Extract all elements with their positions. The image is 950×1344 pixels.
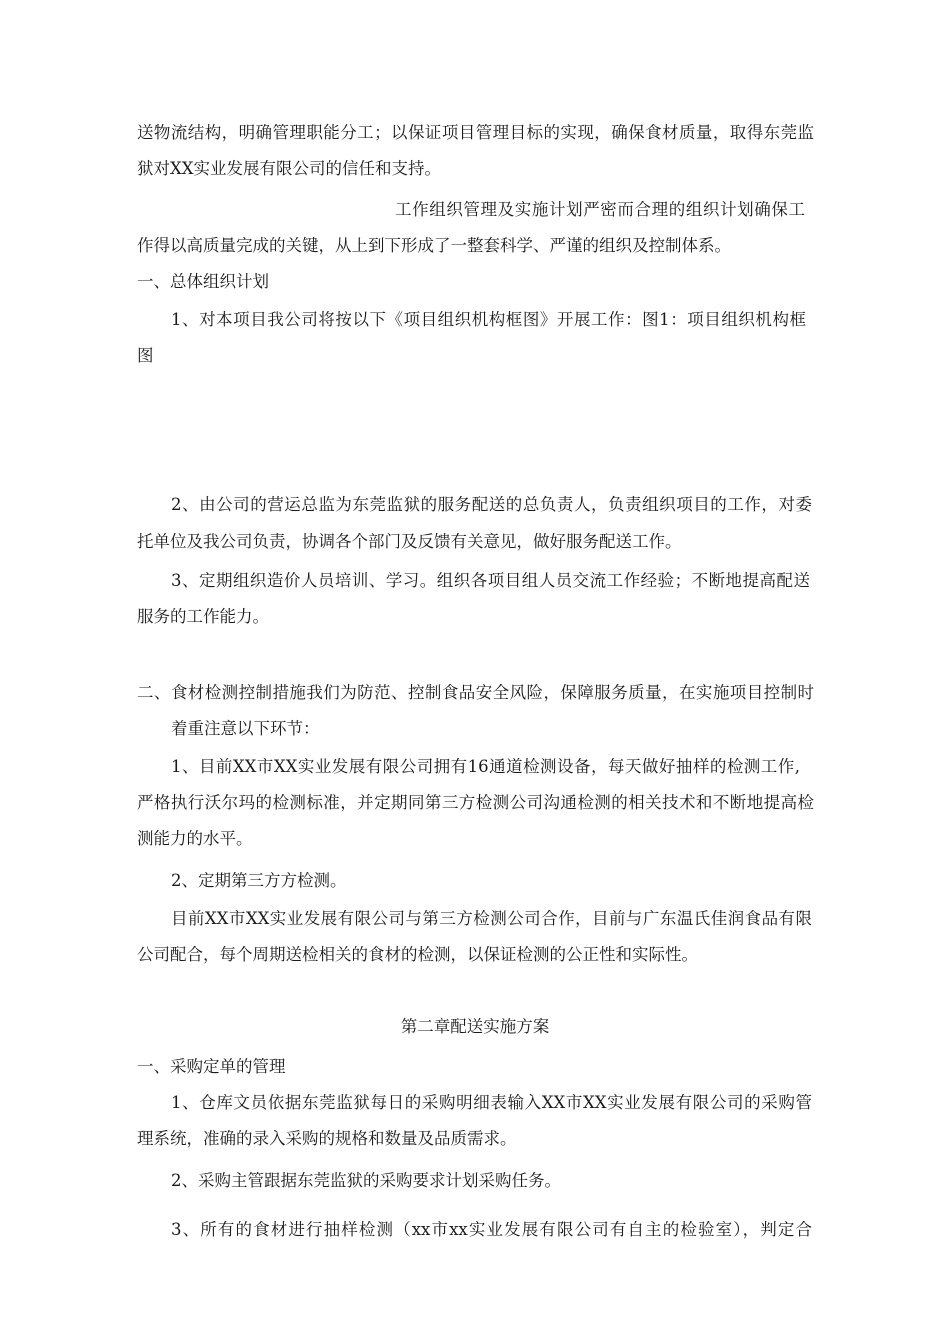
text-line: 3、定期组织造价人员培训、学习。组织各项目组人员交流工作经验；不断地提高配送	[171, 571, 810, 590]
text-line: 狱对XX实业发展有限公司的信任和支持。	[137, 159, 441, 178]
section-heading: 一、采购定单的管理	[137, 1057, 286, 1076]
text-line: 公司配合，每个周期送检相关的食材的检测，以保证检测的公正性和实际性。	[137, 945, 698, 964]
text-line: 1、目前XX市XX实业发展有限公司拥有16通道检测设备，每天做好抽样的检测工作,	[171, 757, 800, 776]
text-line: 服务的工作能力。	[137, 607, 269, 626]
text-line: 2、采购主管跟据东莞监狱的采购要求计划采购任务。	[171, 1171, 561, 1190]
text-line: 理系统，准确的录入采购的规格和数量及品质需求。	[137, 1129, 517, 1148]
text-line: 托单位及我公司负责，协调各个部门及反馈有关意见，做好服务配送工作。	[137, 532, 682, 551]
text-line: 2、由公司的营运总监为东莞监狱的服务配送的总负责人，负责组织项目的工作，对委	[171, 495, 812, 514]
text-line: 严格执行沃尔玛的检测标准，并定期同第三方检测公司沟通检测的相关技术和不断地提高检	[137, 793, 814, 812]
text-line: 图	[137, 346, 154, 365]
text-line: 着重注意以下环节：	[171, 719, 320, 738]
text-line: 1、仓库文员依据东莞监狱每日的采购明细表输入XX市XX实业发展有限公司的采购管	[171, 1093, 812, 1112]
text-line: 测能力的水平。	[137, 829, 253, 848]
section-heading: 二、食材检测控制措施我们为防范、控制食品安全风险，保障服务质量，在实施项目控制时	[137, 683, 814, 702]
chapter-title: 第二章配送实施方案	[400, 1017, 550, 1036]
text-line: 2、定期第三方方检测。	[171, 871, 347, 890]
text-line: 送物流结构，明确管理职能分工；以保证项目管理目标的实现，确保食材质量，取得东莞监	[137, 123, 814, 142]
text-line: 作得以高质量完成的关键，从上到下形成了一整套科学、严谨的组织及控制体系。	[137, 236, 731, 255]
text-line: 工作组织管理及实施计划严密而合理的组织计划确保工	[395, 200, 805, 219]
text-line: 1、对本项目我公司将按以下《项目组织机构框图》开展工作：图1：项目组织机构框	[171, 310, 806, 329]
section-heading: 一、总体组织计划	[137, 272, 269, 291]
text-line: 3、所有的食材进行抽样检测（xx市xx实业发展有限公司有自主的检验室），判定合	[171, 1220, 812, 1239]
text-line: 目前XX市XX实业发展有限公司与第三方检测公司合作，目前与广东温氏佳润食品有限	[171, 909, 812, 928]
